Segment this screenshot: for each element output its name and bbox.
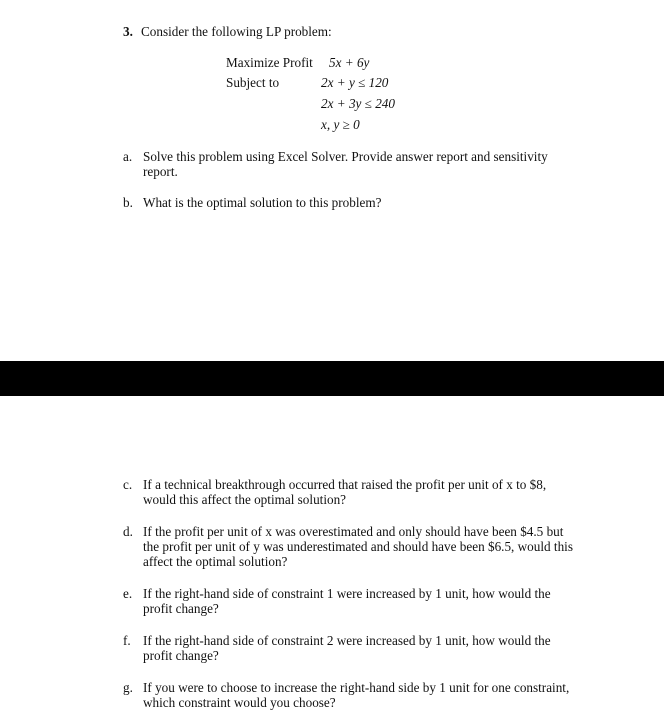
page-separator-bar (0, 361, 664, 396)
part-line: would this affect the optimal solution? (143, 492, 347, 507)
part-letter: g. (123, 680, 133, 695)
question-intro: Consider the following LP problem: (141, 24, 332, 39)
constraint-1: 2x + y ≤ 120 (321, 75, 389, 90)
part-line: report. (143, 164, 178, 179)
part-letter: b. (123, 195, 133, 210)
part-line: affect the optimal solution? (143, 554, 288, 569)
part-line: What is the optimal solution to this problem? (143, 195, 382, 210)
subject-to-label: Subject to (226, 75, 280, 90)
objective-function: 5x + 6y (329, 55, 370, 70)
objective-label: Maximize Profit (226, 55, 313, 70)
part-line: If you were to choose to increase the right-hand side by 1 unit for one constraint, (143, 680, 570, 695)
part-line: If a technical breakthrough occurred that raised the profit per unit of x to $8, (143, 477, 547, 492)
part-line: the profit per unit of y was underestimated and should have been $6.5, would this (143, 539, 573, 554)
part-line: If the right-hand side of constraint 2 were increased by 1 unit, how would the (143, 633, 551, 648)
part-letter: e. (123, 586, 133, 601)
part-line: Solve this problem using Excel Solver. Provide answer report and sensitivity (143, 149, 548, 164)
part-line: profit change? (143, 648, 219, 663)
part-letter: d. (123, 524, 133, 539)
part-line: If the profit per unit of x was overestimated and only should have been $4.5 but (143, 524, 564, 539)
part-letter: f. (123, 633, 131, 648)
part-line: If the right-hand side of constraint 1 were increased by 1 unit, how would the (143, 586, 551, 601)
question-number: 3. (123, 24, 133, 39)
part-letter: c. (123, 477, 133, 492)
part-line: profit change? (143, 601, 219, 616)
part-line: which constraint would you choose? (143, 695, 336, 710)
part-letter: a. (123, 149, 133, 164)
constraint-2: 2x + 3y ≤ 240 (321, 96, 395, 111)
nonnegativity-constraint: x, y ≥ 0 (321, 117, 360, 132)
